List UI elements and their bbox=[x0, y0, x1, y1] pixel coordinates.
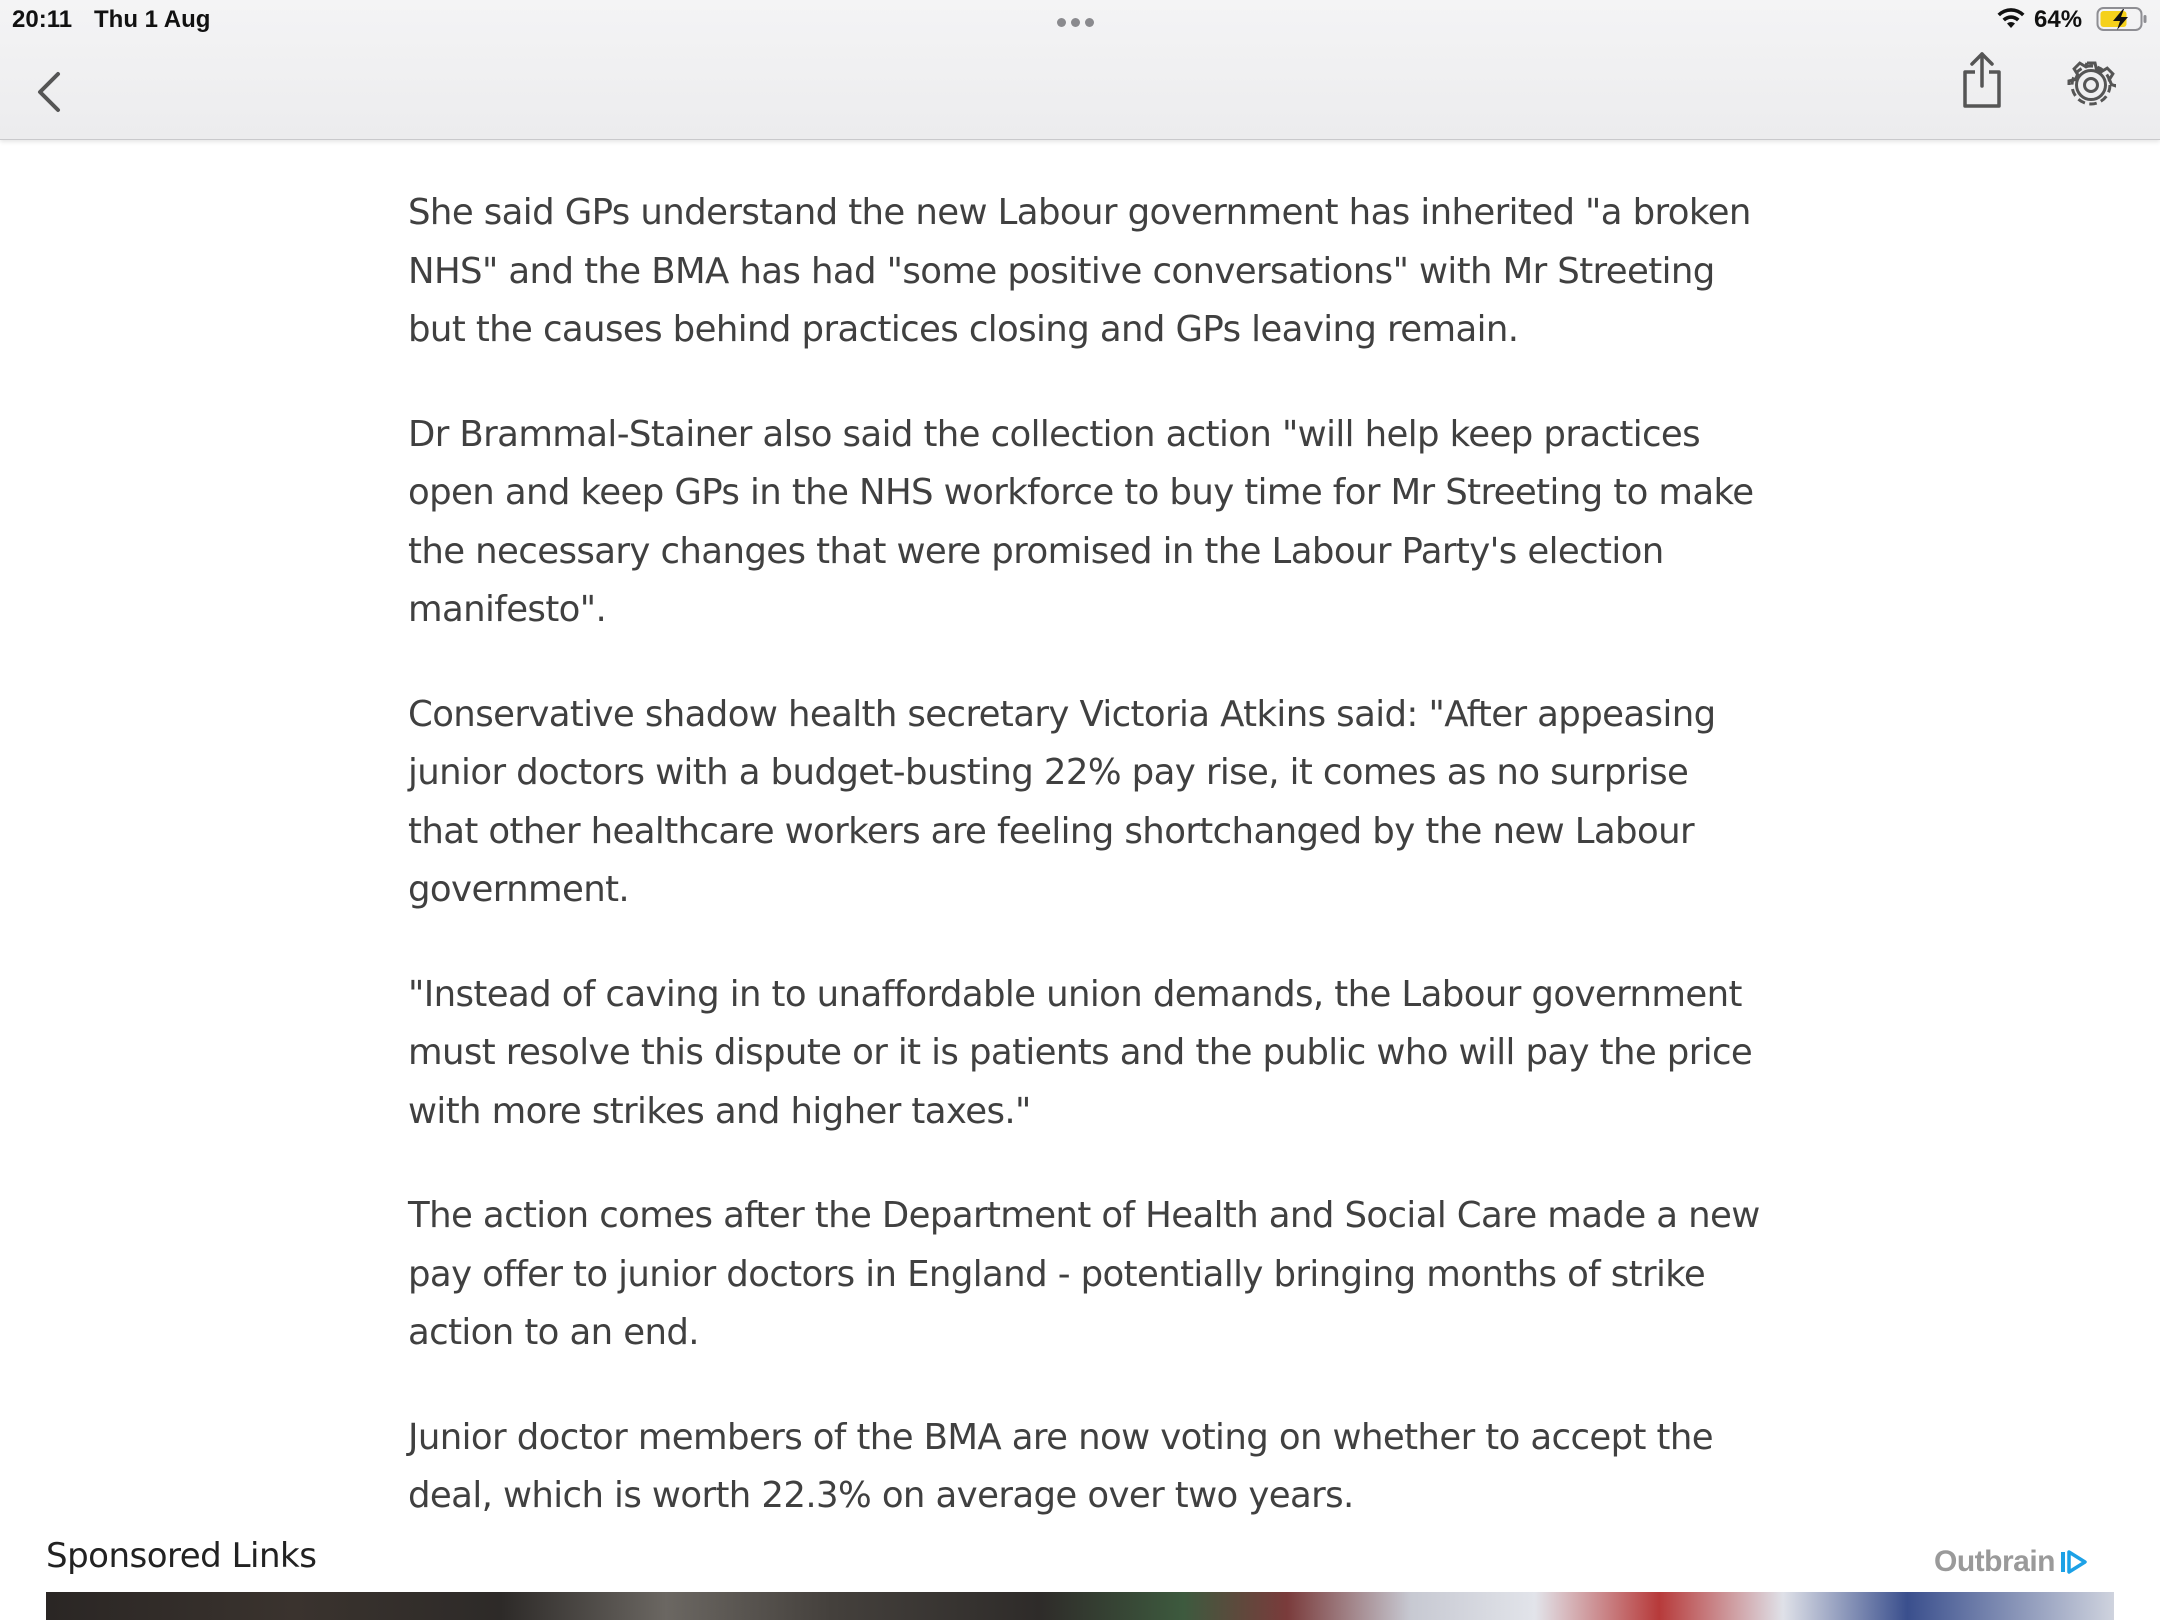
outbrain-wordmark: Outbrain bbox=[1934, 1545, 2055, 1578]
status-date: Thu 1 Aug bbox=[94, 6, 211, 33]
status-time: 20:11 bbox=[12, 6, 73, 33]
share-button[interactable] bbox=[1960, 50, 2004, 110]
article-paragraph: Junior doctor members of the BMA are now voting on whether to accept the deal, which is worth 22.3% on average over two years. bbox=[408, 1416, 1714, 1516]
settings-gear-button[interactable] bbox=[2066, 60, 2116, 110]
back-button[interactable] bbox=[30, 66, 70, 118]
article-paragraph: "Instead of caving in to unaffordable union demands, the Labour government must resolve this dispute or it is patients and the public who will pay the price with more strikes and higher taxes." bbox=[408, 973, 1753, 1132]
article-paragraph: Dr Brammal-Stainer also said the collection action "will help keep practices open and keep GPs in the NHS workforce to buy time for Mr Streeting to make the necessary changes that were promised in the Labour Party's election manifesto". bbox=[408, 413, 1754, 630]
article-paragraph: Conservative shadow health secretary Victoria Atkins said: "After appeasing junior doctors with a budget-busting 22% pay rise, it comes as no surprise that other healthcare workers are feeling shortchanged by the new Labour government. bbox=[408, 693, 1716, 910]
top-toolbar bbox=[0, 0, 2160, 140]
battery-charging-icon bbox=[2096, 6, 2148, 32]
article-paragraph: She said GPs understand the new Labour government has inherited "a broken NHS" and the BMA has had "some positive conversations" with Mr Streeting but the causes behind practices closing and GPs leaving remain. bbox=[408, 192, 1751, 350]
ad-choices-icon bbox=[2059, 1548, 2087, 1576]
sponsored-links-heading: Sponsored Links bbox=[46, 1536, 317, 1576]
outbrain-logo[interactable] bbox=[1934, 1544, 2087, 1580]
sponsored-image-strip[interactable] bbox=[46, 1592, 2114, 1620]
battery-percentage: 64% bbox=[2034, 6, 2083, 33]
article-paragraph: The action comes after the Department of Health and Social Care made a new pay offer to junior doctors in England - potentially bringing months of strike action to an end. bbox=[408, 1195, 1760, 1353]
wifi-icon bbox=[1996, 6, 2026, 30]
article-body bbox=[408, 184, 1768, 1572]
multitasking-dots-icon[interactable] bbox=[1057, 14, 1103, 24]
